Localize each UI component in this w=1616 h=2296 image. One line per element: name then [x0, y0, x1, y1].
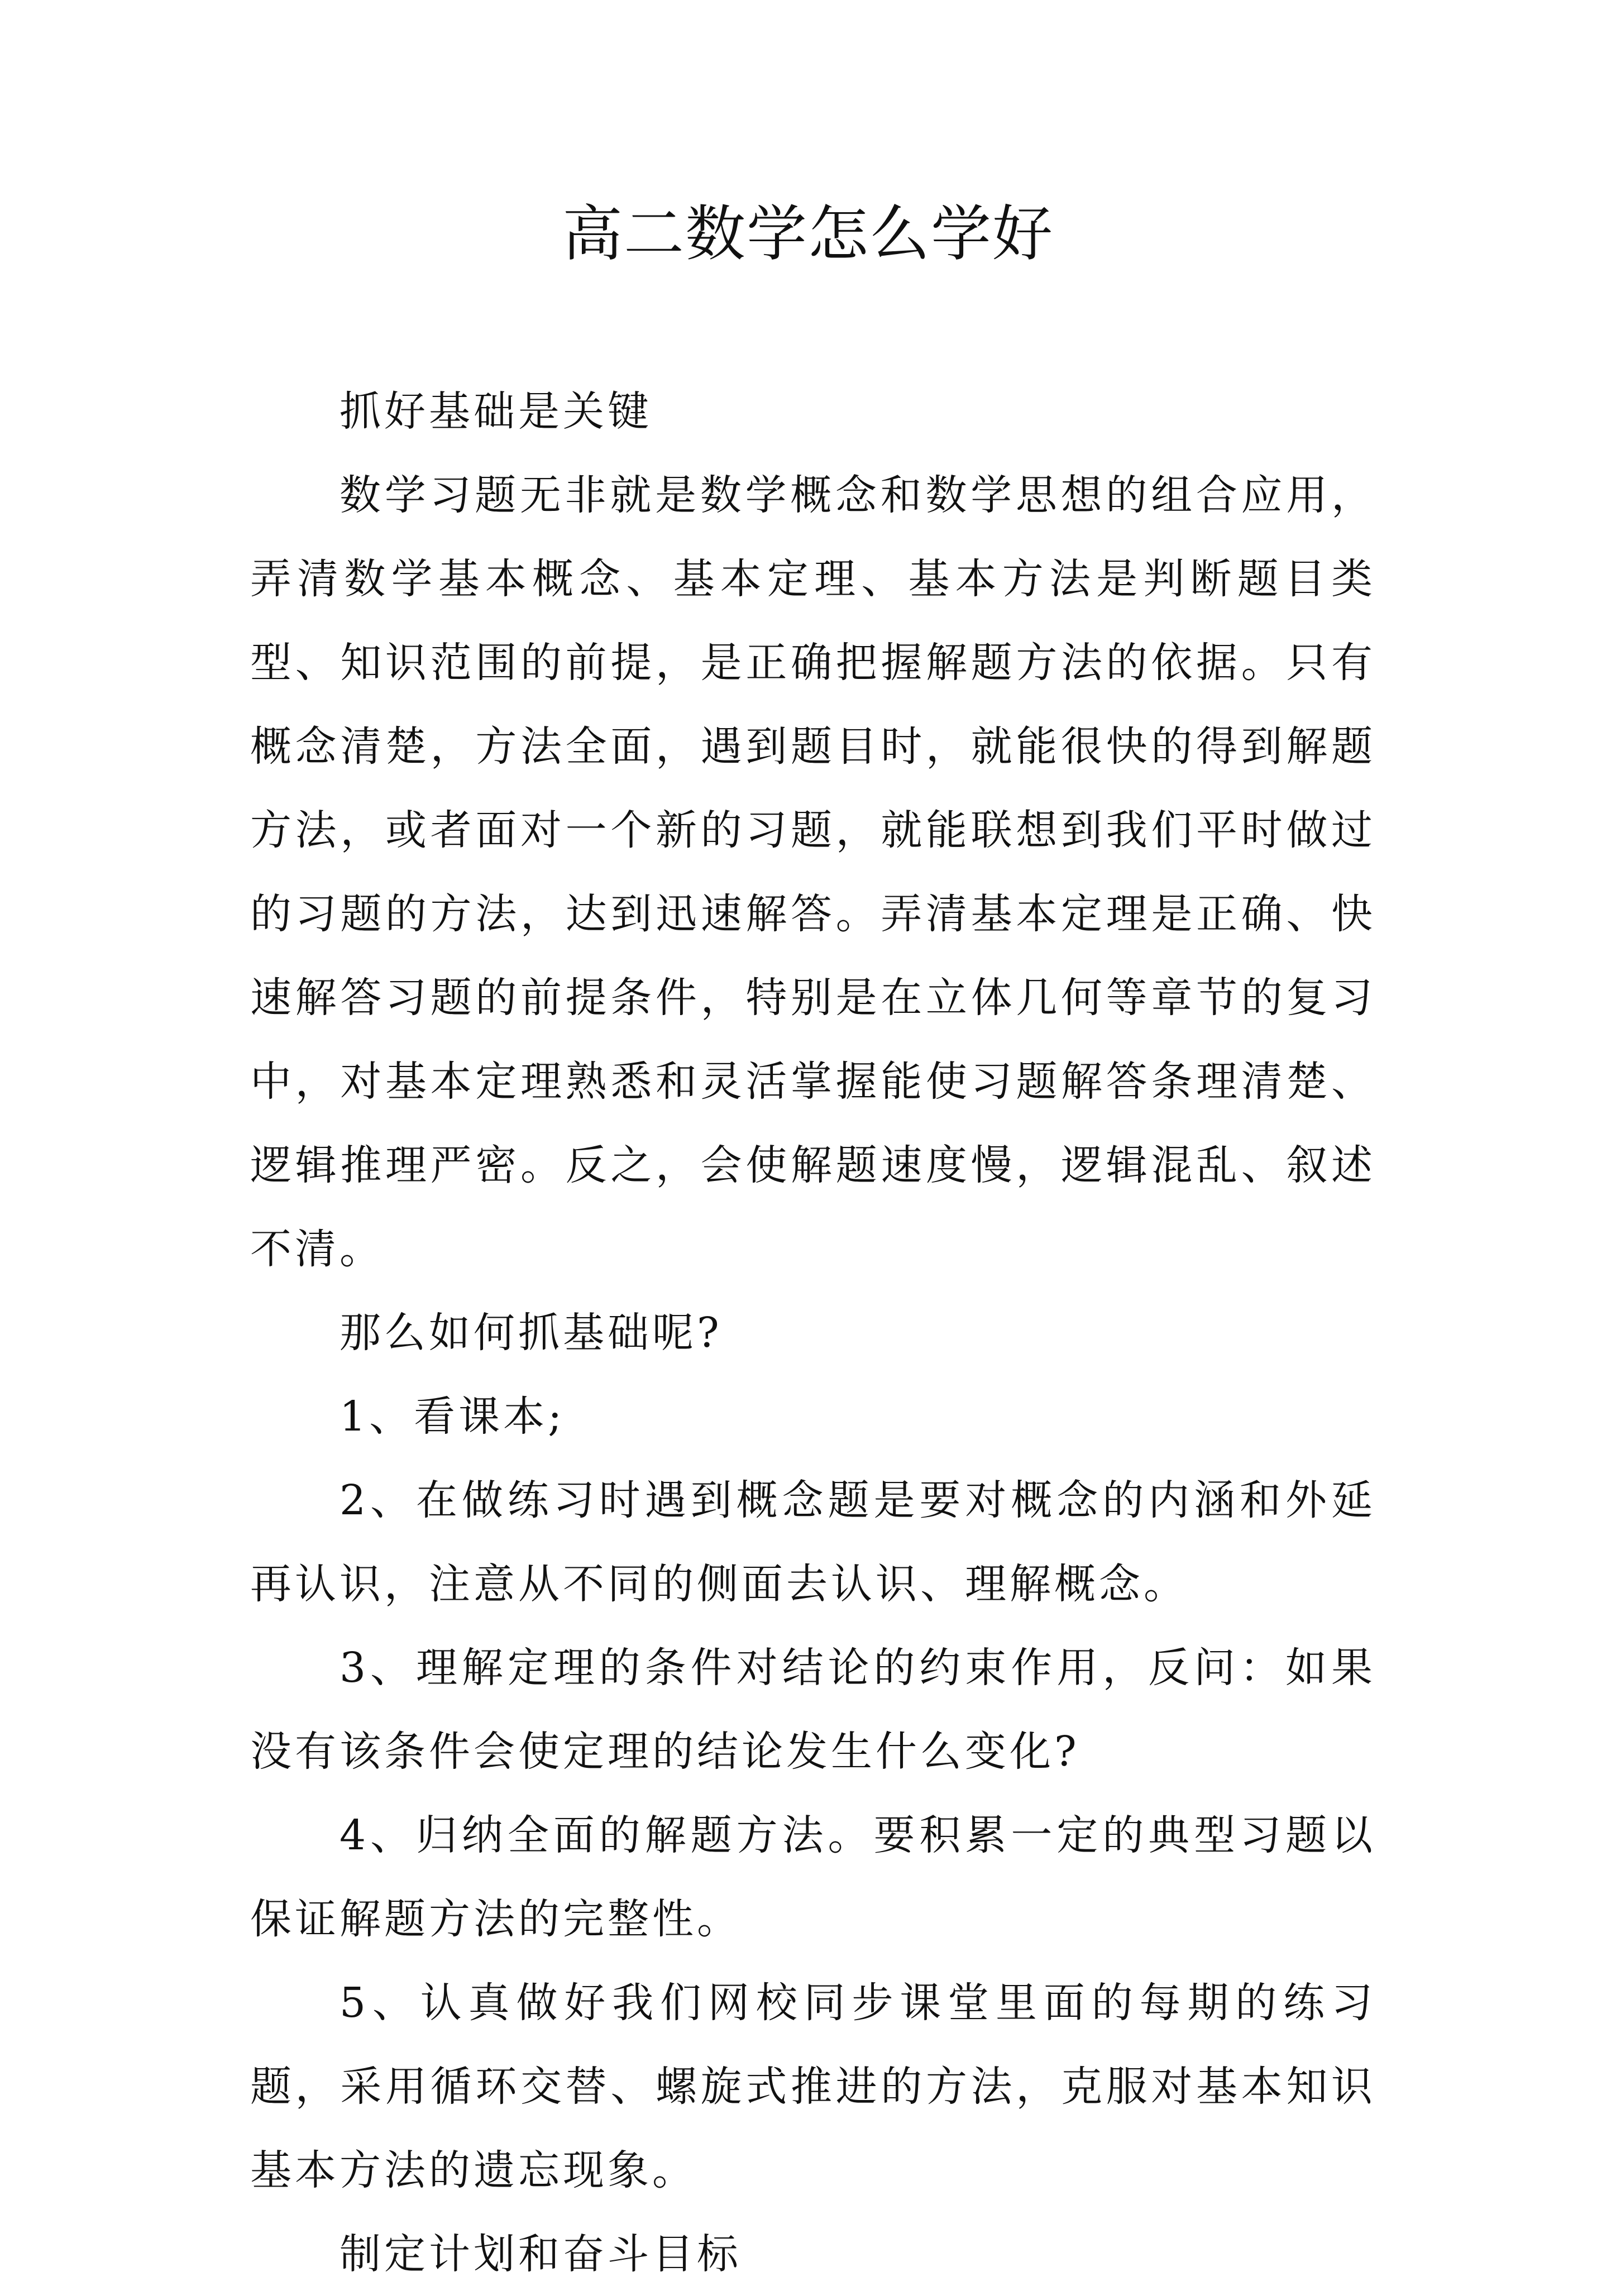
document-body [250, 370, 1376, 2296]
paragraph-question: 那么如何抓基础呢? [340, 1309, 723, 1357]
section-heading-basics: 抓好基础是关键 [340, 388, 652, 436]
document-title: 高二数学怎么学好 [562, 199, 1054, 269]
list-item-1: 1、看课本; [340, 1393, 566, 1441]
paragraph-basics-explanation: 数学习题无非就是数学概念和数学思想的组合应用，弄清数学基本概念、基本定理、基本方法是判断题目类型、知识范围的前提，是正确把握解题方法的依据。只有概念清楚，方法全面，遇到题目时，就能很快的得到解题方法，或者面对一个新的习题，就能联想到我们平时做过的习题的方法，达到迅速解答。弄清基本定理是正确、快速解答习题的前提条件，特别是在立体几何等章节的复习中，对基本定理熟悉和灵活掌握能使习题解答条理清楚、逻辑推理严密。反之，会使解题速度慢，逻辑混乱、叙述不清。 [250, 471, 1376, 1273]
list-item-3: 3、理解定理的条件对结论的约束作用，反问：如果没有该条件会使定理的结论发生什么变化? [250, 1644, 1376, 1776]
list-item-2: 2、在做练习时遇到概念题是要对概念的内涵和外延再认识，注意从不同的侧面去认识、理解概念。 [250, 1476, 1376, 1608]
list-item-5: 5、认真做好我们网校同步课堂里面的每期的练习题，采用循环交替、螺旋式推进的方法，克服对基本知识基本方法的遗忘现象。 [250, 1979, 1376, 2194]
section-heading-plan: 制定计划和奋斗目标 [340, 2230, 742, 2278]
list-item-4: 4、归纳全面的解题方法。要积累一定的典型习题以保证解题方法的完整性。 [250, 1811, 1376, 1943]
